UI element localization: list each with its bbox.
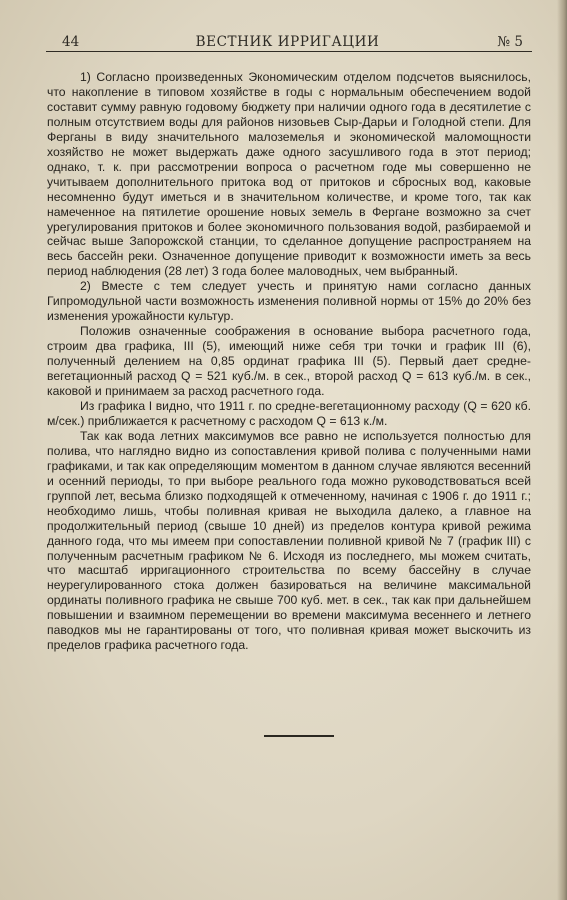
header-rule (46, 51, 532, 52)
article-body (47, 70, 531, 653)
paragraph-5: Так как вода летних максимумов все равно не используется полностью для полива, что наглядно видно из сопоставления кривой полива с полученными нами графиками, и так как определяющим моментом в данном случае являются весенний и осенний периоды, то при выборе реального года можно руководствоваться всей группой лет, весьма близко подходящей к отмеченному, начиная с 1906 г. до 1911 г.; необходимо лишь, чтобы поливная кривая не выходила далеко, а главное на продолжительный период (свыше 10 дней) из пределов контура кривой режима данного года, что мы имеем при сопоставлении поливной кривой № 7 (график III) с полученным расчетным графиком № 6. Исходя из последнего, мы можем считать, что масштаб ирригационного строительства по всему бассейну в случае неурегулированного стока должен базироваться на величине максимальной ординаты поливного графика не свыше 700 куб. мет. в сек., так как при дальнейшем повышении и взаимном перемещении во времени максимума весеннего и летнего паводков мы не гарантированы от того, что поливная кривая может выскочить из пределов графика расчетного года. (47, 428, 531, 653)
section-end-rule (264, 735, 334, 737)
journal-title: ВЕСТНИК ИРРИГАЦИИ (195, 34, 380, 50)
page-edge-shadow (557, 0, 567, 900)
paragraph-3: Положив означенные соображения в основание выбора расчетного года, строим два графика, III (5), имеющий ниже себя три точки и график III (6), полученный делением на 0,85 ординат графика III (5). Первый дает средне-вегетационный расход Q = 521 куб./м. в сек., второй расход Q = 613 куб./м. в сек., каковой и принимаем за расход расчетного года. (47, 324, 531, 399)
issue-number: № 5 (497, 34, 523, 50)
page-header (44, 30, 531, 52)
paragraph-2: 2) Вместе с тем следует учесть и принятую нами согласно данных Гипромодульной части возможность изменения поливной нормы от 15% до 20% без изменения урожайности культур. (47, 279, 531, 324)
page-number: 44 (62, 34, 80, 50)
paragraph-4: Из графика I видно, что 1911 г. по средне-вегетационному расходу (Q = 620 кб. м/сек.) приближается к расчетному с расходом Q = 613 к./м. (47, 398, 531, 428)
paragraph-1: 1) Согласно произведенных Экономическим отделом подсчетов выяснилось, что накопление в типовом хозяйстве в годы с нормальным обеспечением водой составит сумму равную годовому бюджету при наличии одного года в десятилетие с полным отсутствием воды для районов низовьев Сыр-Дарьи и Голодной степи. Для Ферганы в виду значительного малоземелья и экономической маломощности хозяйство не может выдержать даже одного засушливого года в этот период; однако, т. к. при рассмотрении вопроса о расчетном годе мы совершенно не учитываем дополнительного притока вод от притоков и сбросных вод, каковые несомненно будут иметься и в значительном количестве, и кроме того, так как намеченное на пятилетие орошение новых земель в Фергане возможно за счет урегулирования притоков и более экономичного пользования водой, разбираемой и сейчас выше Запорожской станции, то сделанное допущение распространяем на весь бассейн реки. Означенное допущение приводит к возможности иметь за весь период наблюдения (28 лет) 3 года более маловодных, чем выбранный. (47, 70, 531, 279)
